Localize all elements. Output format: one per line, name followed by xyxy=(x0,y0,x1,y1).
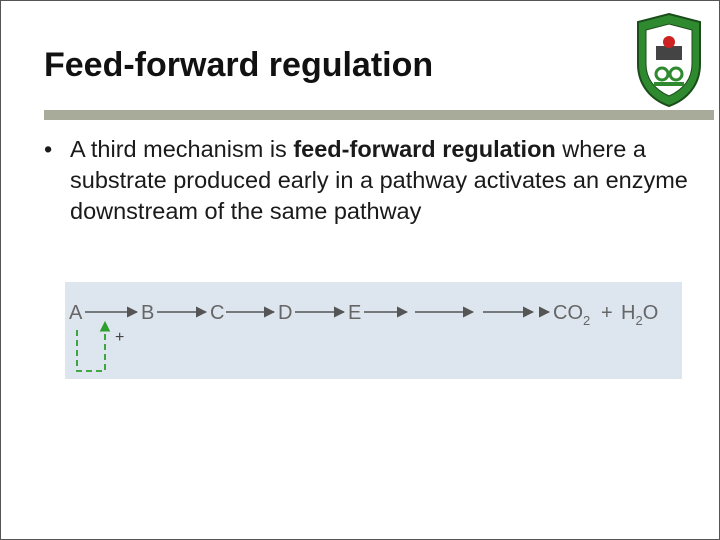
node-c: C xyxy=(210,302,225,324)
bullet-text-tail: where a substrate produced early in a pathway activates an enzyme downstream of the same pathway xyxy=(70,136,688,224)
slide-title: Feed-forward regulation xyxy=(44,46,434,84)
bullet-text-bold: feed-forward regulation xyxy=(293,136,556,162)
node-a: A xyxy=(69,302,83,324)
product-co2: $CO_2$ xyxy=(553,302,591,328)
node-b: B xyxy=(141,302,155,324)
activation-plus: + xyxy=(115,329,125,346)
title-divider xyxy=(44,110,714,120)
plus-sign: + xyxy=(601,302,613,324)
bullet-text xyxy=(70,134,700,227)
university-logo xyxy=(634,12,704,108)
bullet-marker: • xyxy=(44,136,53,162)
product-h2o: $H_2O$ xyxy=(621,302,659,328)
diagram-background xyxy=(65,282,682,379)
node-e: E xyxy=(348,302,362,324)
node-d: D xyxy=(278,302,293,324)
pathway-diagram xyxy=(65,282,682,379)
bullet-text-lead: A third mechanism is xyxy=(70,136,294,162)
